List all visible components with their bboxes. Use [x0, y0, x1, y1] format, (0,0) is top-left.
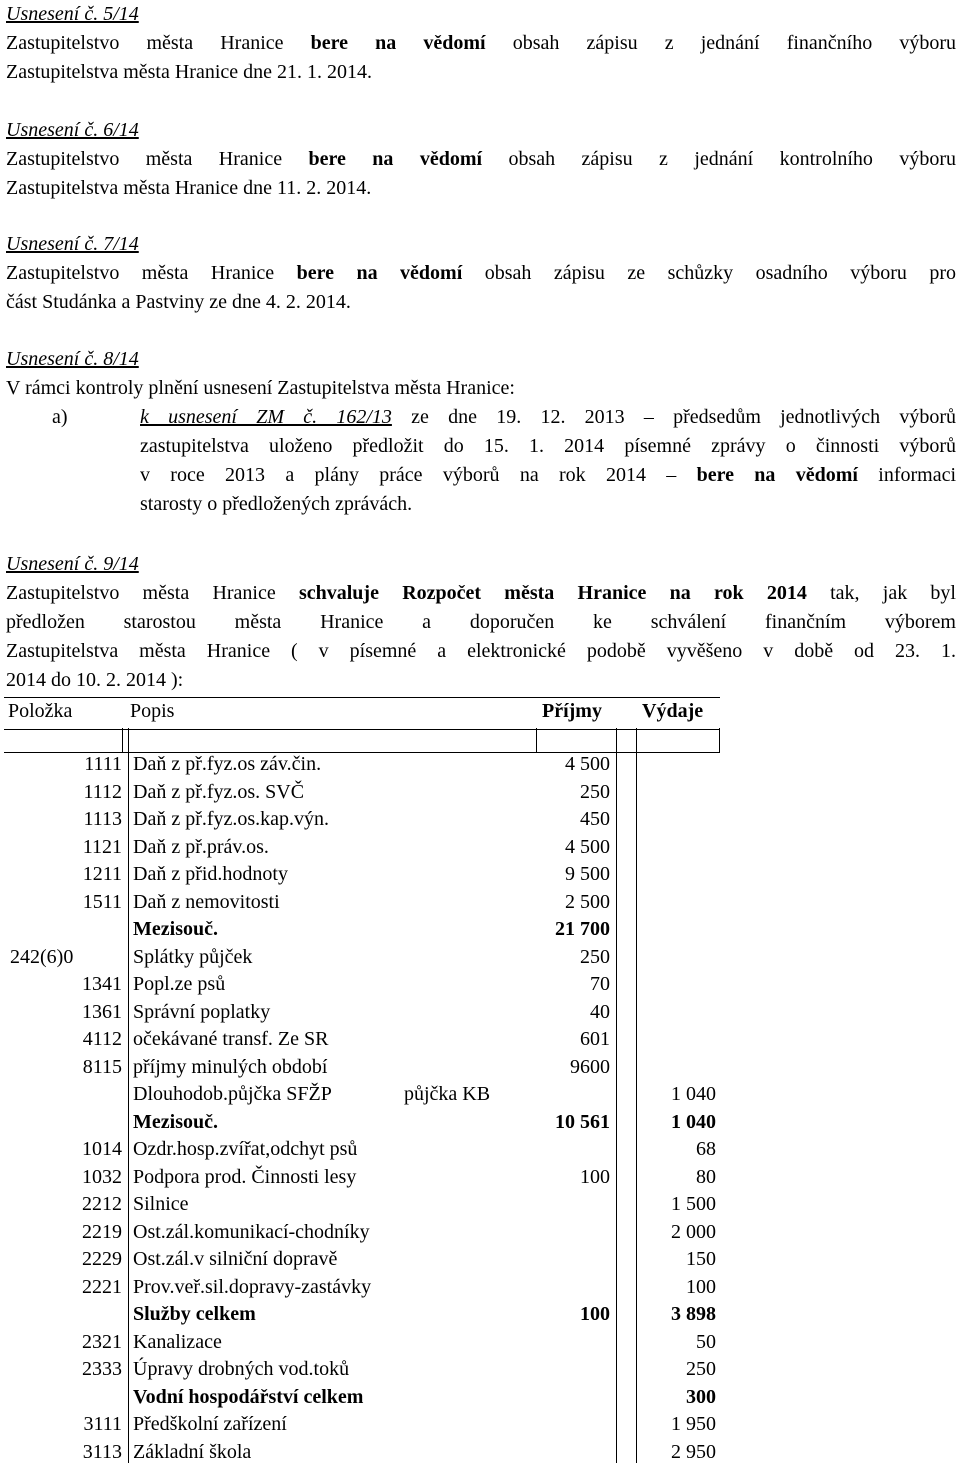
resolution-text-line: část Studánka a Pastviny ze dne 4. 2. 2014.: [6, 288, 956, 317]
cell-income: 9 500: [565, 863, 610, 886]
cell-code: 1014: [82, 1138, 122, 1161]
list-item-text: k usnesení ZM č. 162/13 ze dne 19. 12. 2013 – předsedům jednotlivých výborů zastupitelstva uloženo předložit do 15. 1. 2014 písemné zprávy o činnosti výborů v roce 2013 a plány práce výborů na rok 2014 – bere na vědomí informaci starosty o předložených zprávách.: [140, 403, 956, 519]
resolution-text-line: 2014 do 10. 2. 2014 ):: [6, 666, 956, 695]
table-row: [4, 1056, 720, 1084]
resolution-text-line: Zastupitelstvo města Hranice bere na vědomí obsah zápisu z jednání finančního výboru: [6, 29, 956, 58]
table-row: [4, 1276, 720, 1304]
cell-desc: Ozdr.hosp.zvířat,odchyt psů: [133, 1138, 357, 1161]
resolution-reference: k usnesení ZM č. 162/13: [140, 406, 392, 428]
cell-desc: Daň z př.práv.os.: [133, 836, 269, 859]
table-row: [4, 1358, 720, 1386]
cell-desc: Daň z př.fyz.os záv.čin.: [133, 753, 321, 776]
cell-income: 601: [580, 1028, 610, 1051]
header-income: Příjmy: [542, 700, 602, 723]
list-label: a): [52, 403, 68, 432]
header-desc: Popis: [130, 700, 174, 723]
resolution-9: [6, 550, 956, 695]
resolution-intro: V rámci kontroly plnění usnesení Zastupitelstva města Hranice:: [6, 374, 956, 403]
cell-expense: 50: [696, 1331, 716, 1354]
cell-expense: 100: [686, 1276, 716, 1299]
cell-expense: 300: [686, 1386, 716, 1409]
cell-desc: Dlouhodob.půjčka SFŽP: [133, 1083, 332, 1106]
header-spacer-row: [4, 728, 720, 753]
table-row: [4, 918, 720, 946]
cell-income: 70: [590, 973, 610, 996]
cell-desc: Základní škola: [133, 1441, 251, 1464]
table-row: [4, 1001, 720, 1029]
resolution-7: [6, 230, 956, 317]
cell-desc: Podpora prod. Činnosti lesy: [133, 1166, 356, 1189]
cell-code: 1121: [83, 836, 122, 859]
resolution-text-line: Zastupitelstva města Hranice dne 21. 1. 2014.: [6, 58, 956, 87]
cell-code: 1211: [83, 863, 122, 886]
cell-expense: 68: [696, 1138, 716, 1161]
table-row: [4, 1386, 720, 1414]
table-row: [4, 781, 720, 809]
cell-code: 3113: [83, 1441, 122, 1464]
cell-code: 2333: [82, 1358, 122, 1381]
resolution-text-line: Zastupitelstvo města Hranice schvaluje Rozpočet města Hranice na rok 2014 tak, jak byl: [6, 579, 956, 608]
resolution-text-line: Zastupitelstva města Hranice dne 11. 2. 2014.: [6, 174, 956, 203]
table-row: [4, 836, 720, 864]
cell-desc: Silnice: [133, 1193, 189, 1216]
cell-desc: Mezisouč.: [133, 918, 218, 941]
cell-income: 9600: [570, 1056, 610, 1079]
cell-desc: Daň z př.fyz.os. SVČ: [133, 781, 304, 804]
cell-income: 40: [590, 1001, 610, 1024]
table-header: [4, 697, 720, 730]
cell-expense: 250: [686, 1358, 716, 1381]
cell-code: 2321: [82, 1331, 122, 1354]
table-row: [4, 891, 720, 919]
resolution-5: [6, 0, 956, 87]
table-row: [4, 1221, 720, 1249]
cell-code: 1341: [82, 973, 122, 996]
resolution-title: Usnesení č. 5/14: [6, 0, 956, 29]
table-row: [4, 1303, 720, 1331]
resolution-text-line: Zastupitelstvo města Hranice bere na vědomí obsah zápisu z jednání kontrolního výboru: [6, 145, 956, 174]
cell-code: 1032: [82, 1166, 122, 1189]
table-row: [4, 1248, 720, 1276]
cell-code: 1113: [83, 808, 122, 831]
table-row: [4, 946, 720, 974]
table-row: [4, 808, 720, 836]
table-row: [4, 1166, 720, 1194]
cell-expense: 3 898: [671, 1303, 716, 1326]
cell-desc: Splátky půjček: [133, 946, 252, 969]
cell-desc: Prov.veř.sil.dopravy-zastávky: [133, 1276, 371, 1299]
cell-desc: Předškolní zařízení: [133, 1413, 287, 1436]
cell-desc: Služby celkem: [133, 1303, 256, 1326]
resolution-text-line: předložen starostou města Hranice a doporučen ke schválení finančním výborem: [6, 608, 956, 637]
resolution-6: [6, 116, 956, 203]
cell-code: 8115: [83, 1056, 122, 1079]
cell-expense: 1 040: [671, 1083, 716, 1106]
resolution-text-line: Zastupitelstvo města Hranice bere na vědomí obsah zápisu ze schůzky osadního výboru pro: [6, 259, 956, 288]
cell-code: 2212: [82, 1193, 122, 1216]
header-expense: Výdaje: [642, 700, 703, 723]
cell-expense: 2 000: [671, 1221, 716, 1244]
cell-desc: Ost.zál.v silniční dopravě: [133, 1248, 337, 1271]
cell-desc: Ost.zál.komunikací-chodníky: [133, 1221, 370, 1244]
cell-desc: Mezisouč.: [133, 1111, 218, 1134]
cell-code: 1361: [82, 1001, 122, 1024]
cell-income: 4 500: [565, 836, 610, 859]
cell-desc: příjmy minulých období: [133, 1056, 327, 1079]
cell-code: 1112: [83, 781, 122, 804]
cell-income: 2 500: [565, 891, 610, 914]
resolution-title: Usnesení č. 7/14: [6, 230, 956, 259]
resolution-text-line: Zastupitelstva města Hranice ( v písemné a elektronické podobě vyvěšeno v době od 23. 1.: [6, 637, 956, 666]
cell-expense: 2 950: [671, 1441, 716, 1464]
cell-income: 250: [580, 781, 610, 804]
table-row: [4, 1028, 720, 1056]
table-row: [4, 1083, 720, 1111]
cell-income: 100: [580, 1303, 610, 1326]
table-row: [4, 1138, 720, 1166]
cell-expense: 1 950: [671, 1413, 716, 1436]
cell-desc: očekávané transf. Ze SR: [133, 1028, 328, 1051]
cell-expense: 150: [686, 1248, 716, 1271]
table-row: [4, 1413, 720, 1441]
table-row: [4, 1441, 720, 1468]
cell-income: 21 700: [555, 918, 610, 941]
cell-code: 1511: [83, 891, 122, 914]
cell-income: 250: [580, 946, 610, 969]
resolution-title: Usnesení č. 8/14: [6, 345, 956, 374]
resolution-title: Usnesení č. 6/14: [6, 116, 956, 145]
header-item: Položka: [8, 700, 72, 723]
cell-income: 10 561: [555, 1111, 610, 1134]
table-row: [4, 1193, 720, 1221]
cell-code: 2221: [82, 1276, 122, 1299]
cell-income: 450: [580, 808, 610, 831]
cell-code: 3111: [83, 1413, 122, 1436]
cell-expense: 1 500: [671, 1193, 716, 1216]
cell-desc: Daň z přid.hodnoty: [133, 863, 288, 886]
cell-desc: Vodní hospodářství celkem: [133, 1386, 363, 1409]
cell-desc: Daň z př.fyz.os.kap.výn.: [133, 808, 329, 831]
cell-extra: půjčka KB: [404, 1083, 490, 1106]
cell-code: 1111: [84, 753, 122, 776]
table-row: [4, 753, 720, 781]
table-row: [4, 973, 720, 1001]
cell-code: 242(6)0: [10, 946, 73, 969]
resolution-title: Usnesení č. 9/14: [6, 550, 956, 579]
cell-expense: 80: [696, 1166, 716, 1189]
cell-desc: Popl.ze psů: [133, 973, 225, 996]
cell-code: 2219: [82, 1221, 122, 1244]
cell-code: 4112: [83, 1028, 122, 1051]
table-row: [4, 1331, 720, 1359]
table-row: [4, 1111, 720, 1139]
cell-desc: Kanalizace: [133, 1331, 222, 1354]
cell-expense: 1 040: [671, 1111, 716, 1134]
cell-code: 2229: [82, 1248, 122, 1271]
cell-income: 4 500: [565, 753, 610, 776]
cell-income: 100: [580, 1166, 610, 1189]
cell-desc: Úpravy drobných vod.toků: [133, 1358, 349, 1381]
table-row: [4, 863, 720, 891]
cell-desc: Správní poplatky: [133, 1001, 270, 1024]
resolution-8: [6, 345, 956, 403]
cell-desc: Daň z nemovitosti: [133, 891, 280, 914]
